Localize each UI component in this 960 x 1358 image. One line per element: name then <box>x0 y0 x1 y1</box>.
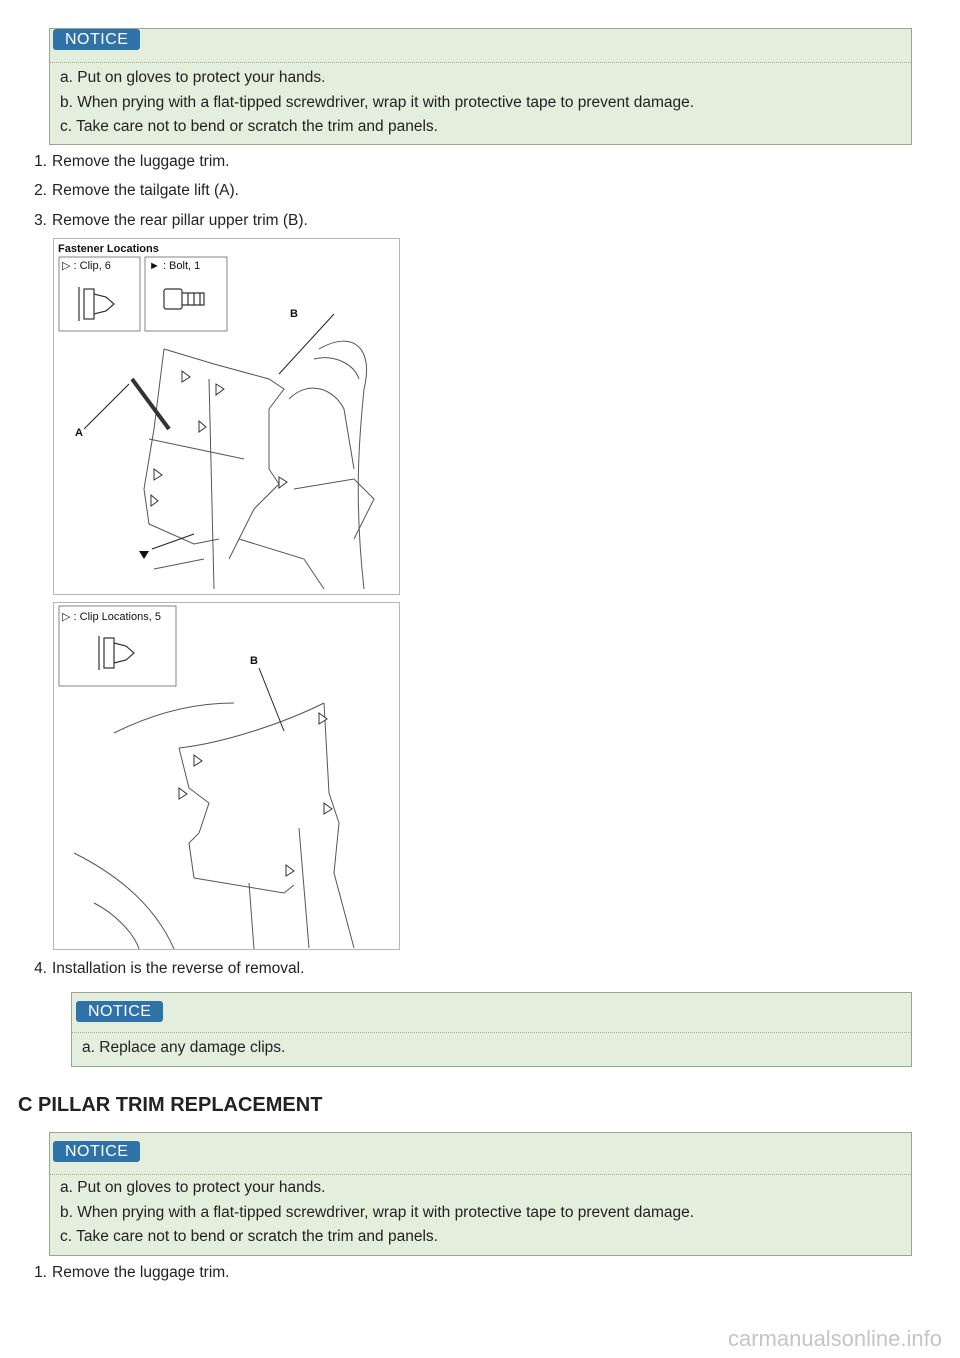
figure-1-drawing <box>54 239 399 594</box>
section-heading: C PILLAR TRIM REPLACEMENT <box>18 1094 323 1116</box>
list-item: c. Take care not to bend or scratch the trim and panels. <box>60 118 438 135</box>
step-item: 1. Remove the luggage trim. <box>34 153 230 170</box>
notice-list <box>60 66 694 140</box>
label-b: B <box>290 308 298 320</box>
leader-line-a-2 <box>84 384 129 429</box>
notice-badge: NOTICE <box>53 1141 140 1162</box>
figure-clip-locations <box>53 602 400 950</box>
figure-fastener-locations <box>53 238 400 595</box>
leader-line-b <box>259 668 284 731</box>
notice-box-2 <box>71 992 912 1067</box>
step-item: 2. Remove the tailgate lift (A). <box>34 182 239 199</box>
notice-list <box>82 1036 285 1061</box>
clip-legend-label: ▷ : Clip Locations, 5 <box>62 611 161 623</box>
step-item: 1. Remove the luggage trim. <box>34 1264 230 1281</box>
list-item: c. Take care not to bend or scratch the trim and panels. <box>60 1228 438 1245</box>
notice-box-1 <box>49 28 912 145</box>
label-a: A <box>75 427 83 439</box>
list-item: a. Put on gloves to protect your hands. <box>60 1179 326 1196</box>
tailgate-lift-strut <box>132 379 169 429</box>
notice-box-3 <box>49 1132 912 1256</box>
notice-divider <box>50 62 911 63</box>
bolt-legend-label: ► : Bolt, 1 <box>149 260 201 272</box>
c-pillar-sketch <box>74 703 354 949</box>
label-b: B <box>250 655 258 667</box>
step-item: 3. Remove the rear pillar upper trim (B). <box>34 212 308 229</box>
list-item: b. When prying with a flat-tipped screwdriver, wrap it with protective tape to prevent damage. <box>60 1203 695 1221</box>
site-watermark: carmanualsonline.info <box>727 1326 942 1351</box>
c-pillar-sketch <box>144 341 374 589</box>
clip-markers <box>179 713 332 876</box>
bolt-marker <box>139 551 149 559</box>
figure-title: Fastener Locations <box>58 243 159 255</box>
figure-2-drawing <box>54 603 399 949</box>
fastener-markers <box>151 371 287 506</box>
step-item: 4. Installation is the reverse of removal. <box>34 960 305 977</box>
list-item: b. When prying with a flat-tipped screwdriver, wrap it with protective tape to prevent damage. <box>60 93 695 111</box>
notice-divider <box>72 1032 911 1033</box>
notice-badge: NOTICE <box>53 29 140 50</box>
notice-divider <box>50 1174 911 1175</box>
notice-list <box>60 1176 694 1250</box>
notice-badge: NOTICE <box>76 1001 163 1022</box>
list-item: a. Replace any damage clips. <box>82 1039 286 1056</box>
clip-legend-label: ▷ : Clip, 6 <box>62 260 111 272</box>
leader-line-b <box>279 314 334 374</box>
list-item: a. Put on gloves to protect your hands. <box>60 69 326 86</box>
